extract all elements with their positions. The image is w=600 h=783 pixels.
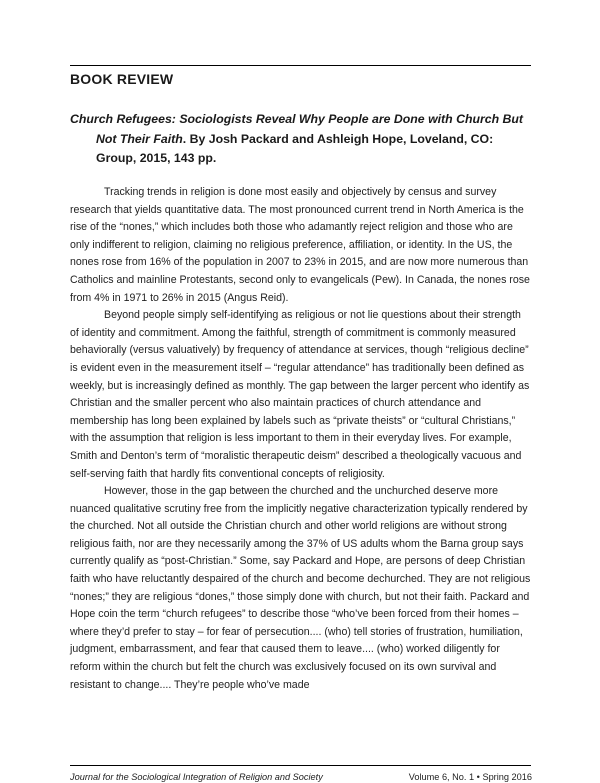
body-paragraph: However, those in the gap between the churched and the unchurched deserve more nuanced qualitative scrutiny free from the implicitly negative characterization typically rendered by the churched. Not all outside the Christian church and other world religions are without strong religious faith, nor are they necessarily among the 37% of US adults whom the Barna group says currently qualify as “post-Christian.” Some, say Packard and Hope, are persons of deep Christian faith who have reluctantly despaired of the church and become dechurched. They are not religious “nones;” they are religious “dones,” those simply done with church, but not their faith. Packard and Hope coin the term “church refugees” to describe those “who’ve been forced from their homes – where they’d prefer to stay – for fear of persecution.... (who) tell stories of frustration, humiliation, judgment, embarrassment, and fear that caused them to leave.... (who) worked diligently for reform within the church but felt the church was exclusively focused on its own survival and resistant to change.... They’re people who’ve made [70, 485, 531, 691]
section-heading: BOOK REVIEW [70, 71, 174, 87]
page-footer [70, 772, 532, 783]
body-paragraph: Beyond people simply self-identifying as religious or not lie questions about their strength of identity and commitment. Among the faithful, strength of commitment is commonly measured behaviorally (versus valuatively) by frequency of attendance at services, though “religious decline” is evident even in the measurement itself – “regular attendance” has traditionally been defined as weekly, but is increasingly defined as monthly. The gap between the larger percent who identify as Christian and the smaller percent who also maintain practices of church attendance and membership has long been explained by labels such as “private theists” or “cultural Christians,” with the assumption that religion is less important to them in their everyday lives. For example, Smith and Denton’s term of “moralistic therapeutic deism” described a theologically vacuous and self-serving faith that hardly fits conventional concepts of religiosity. [70, 309, 530, 480]
journal-name: Journal for the Sociological Integration of Religion and Society [70, 772, 323, 782]
review-body [70, 184, 532, 694]
footer-rule [70, 765, 531, 766]
body-paragraph: Tracking trends in religion is done most easily and objectively by census and survey research that yields quantitative data. The most pronounced current trend in North America is the rise of the “nones,” which includes both those who adamantly reject religion and those who are only indifferent to religion, claiming no religious preference, affiliation, or identity. In the US, the nones rose from 16% of the population in 2007 to 23% in 2015, and are now more numerous than Catholics and mainline Protestants, second only to evangelicals (Pew). In Canada, the nones rose from 4% in 1971 to 26% in 2015 (Angus Reid). [70, 186, 530, 304]
book-citation [70, 110, 532, 169]
header-rule [70, 65, 531, 66]
book-title: Church Refugees: Sociologists Reveal Why People are Done with Church But Not Their Faith [70, 112, 524, 146]
book-details: . By Josh Packard and Ashleigh Hope, Loveland, CO: Group, 2015, 143 pp. [96, 131, 494, 165]
issue-info: Volume 6, No. 1 • Spring 2016 [408, 772, 532, 782]
